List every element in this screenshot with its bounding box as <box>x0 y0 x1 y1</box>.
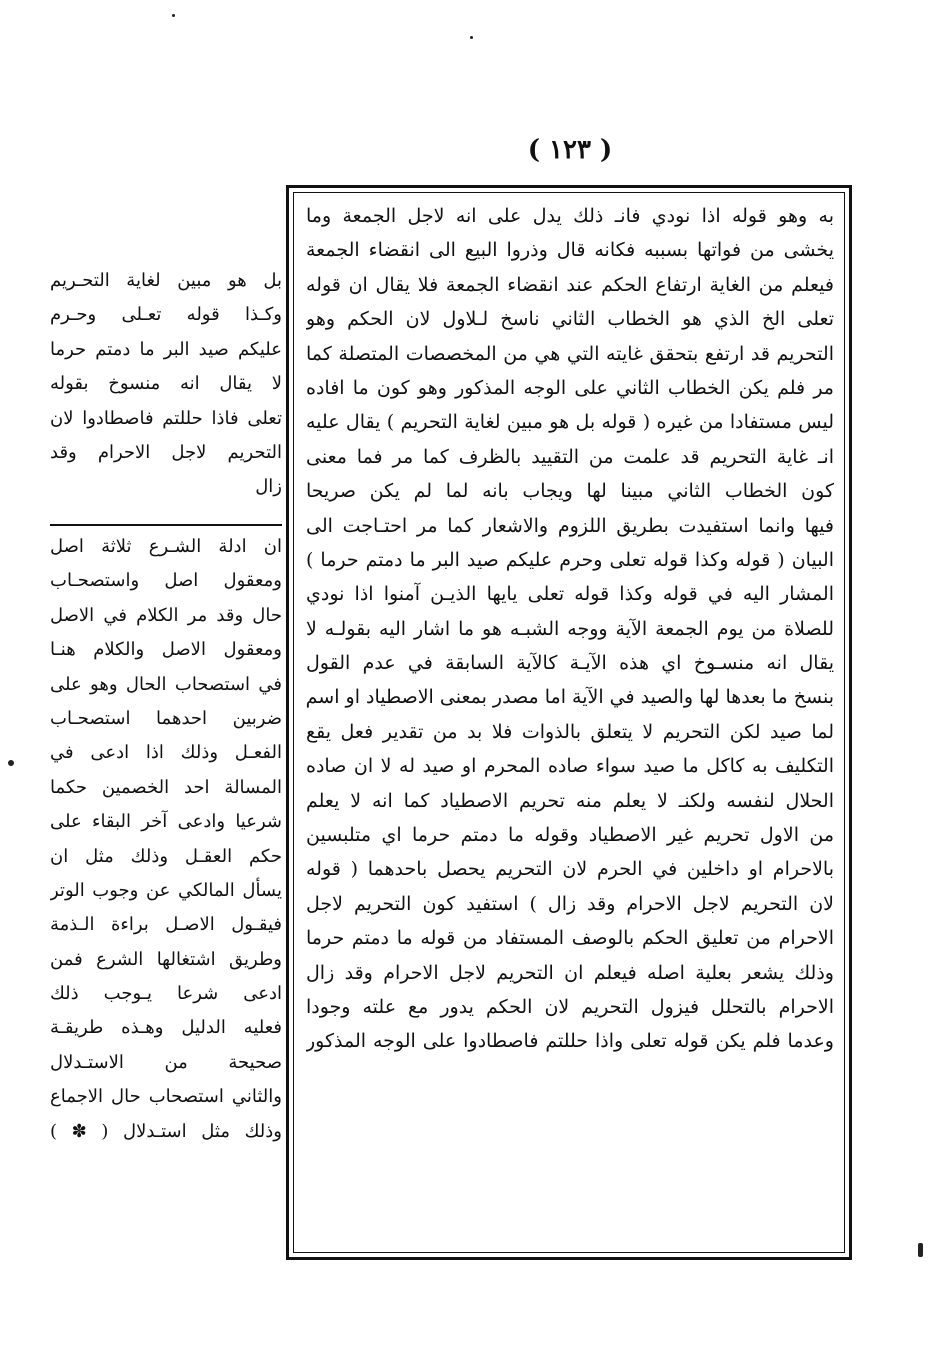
main-text-line: انـ غاية التحريم قد علمت من التقييد بالظرف كما مر فما معنى <box>306 445 834 468</box>
main-text-line: فيعلم من الغاية ارتفاع الحكم عند انقضاء الجمعة فلا يقال ان قوله <box>306 273 834 296</box>
main-text-line: التكليف به كاكل ما صيد سواء صاده المحرم او صيد له لا ان صاده <box>306 755 834 778</box>
side-text-line: وطريق اشتغالها الشرع فمن <box>50 948 282 970</box>
margin-ornament-icon <box>8 760 14 766</box>
side-text-line: ادعى شرعا يـوجب ذلك <box>50 983 282 1005</box>
margin-speck <box>172 14 175 17</box>
side-text-line: والثاني استصحاب حال الاجماع <box>50 1086 282 1108</box>
main-text-frame <box>286 185 852 1260</box>
main-text-line: لان التحريم لاجل الاحرام وقد زال ) استفيد كون التحريم لاجل <box>306 892 834 915</box>
side-text-line: وذلك مثل استـدلال ( ✽ ) <box>50 1120 282 1142</box>
side-text-line: ضربين احدهما استصحـاب <box>50 707 282 729</box>
side-text-line: زال <box>255 476 282 498</box>
side-text-lower <box>50 530 282 1149</box>
side-text-line: حكم العقـل وذلك مثل ان <box>50 845 282 867</box>
main-text-line: التحريم قد ارتفع بتحقق غايته التي هي من المخصصات المتصلة كما <box>306 342 834 365</box>
side-text-line: فيقـول الاصـل براءة الـذمة <box>50 914 282 936</box>
main-text-line: يخشى من فواتها بسببه فكانه قال وذروا البيع الى انقضاء الجمعة <box>306 239 834 262</box>
main-text-line: يقال انه منسـوخ اي هذه الآيـة كالآية السابقة في عدم القول <box>306 652 834 675</box>
side-text-line: شرعيا وادعى آخر البقاء على <box>50 811 282 833</box>
side-text-line: ان ادلة الشـرع ثلاثة اصل <box>50 536 282 557</box>
main-text-line: البيان ( قوله وكذا قوله تعلى وحرم عليكم صيد البر ما دمتم حرما ) <box>306 548 834 571</box>
side-text-line: وكـذا قوله تعـلى وحـرم <box>50 304 282 326</box>
main-text-line: ليس مستفادا من غيره ( قوله بل هو مبين لغاية التحريم ) يقال عليه <box>306 411 834 434</box>
main-text-line: المشار اليه في قوله وكذا قوله تعلى يايها الذيـن آمنوا اذا نودي <box>306 583 834 606</box>
main-text-line: فيها وانما استفيدت بطريق اللزوم والاشعار كما مر احتـاجت الى <box>306 514 834 537</box>
main-text-line: وذلك يشعر بعلية اصله فيعلم ان التحريم لاجل الاحرام وقد زال <box>306 961 834 984</box>
main-text-line: بالاحرام او داخلين في الحرم لان التحريم يحصل باحدهما ( قوله <box>306 858 834 881</box>
main-text-line: تعلى الخ الذي هو الخطاب الثاني ناسخ لـلاول لان الحكم وهو <box>306 308 834 331</box>
margin-speck <box>470 36 473 39</box>
side-text-line: حال وقد مر الكلام في الاصل <box>50 604 282 626</box>
side-text-line: ومعقول الاصل والكلام هنـا <box>50 639 282 661</box>
main-text-line: كون الخطاب الثاني مبينا لها ويجاب بانه لما لم يكن صريحا <box>306 480 834 503</box>
main-text-line: للصلاة من يوم الجمعة الآية ووجه الشبـه هو ما اشار اليه بقولـه لا <box>306 617 834 640</box>
main-text-body <box>293 192 845 1253</box>
main-text-line: من الاول تحريم غير الاصطياد وقوله ما دمتم حرما اي متلبسين <box>306 824 834 847</box>
margin-ornament-icon <box>918 1243 923 1257</box>
main-text-line: وعدما فلم يكن قوله تعلى واذا حللتم فاصطادوا على الوجه المذكور <box>306 1030 834 1053</box>
side-divider <box>50 524 282 526</box>
side-text-line: لا يقال انه منسوخ بقوله <box>50 373 282 395</box>
main-text-line: مر فلم يكن الخطاب الثاني على الوجه المذكور وهو كون ما افاده <box>306 376 834 399</box>
side-text-line: تعلى فاذا حللتم فاصطادوا لان <box>50 407 282 429</box>
side-text-line: يسأل المالكي عن وجوب الوتر <box>50 879 282 901</box>
side-text-line: فعليه الدليل وهـذه طريقـة <box>50 1017 282 1039</box>
main-text-line: الحلال لنفسه ولكنـ لا يعلم منه تحريم الاصطياد كما انه لا يعلم <box>306 789 834 812</box>
side-text-line: عليكم صيد البر ما دمتم حرما <box>50 338 282 360</box>
main-text-line: بنسخ ما بعدها لها والصيد في الآية اما مصدر بمعنى الاصطياد او اسم <box>306 686 834 709</box>
side-text-line: المسالة احد الخصمين حكما <box>50 776 282 798</box>
page-number: ( ١٢٣ ) <box>527 135 613 165</box>
side-text-line: ومعقول اصل واستصحـاب <box>50 570 282 592</box>
main-text-line: الاحرام من تعليق الحكم بالوصف المستفاد من قوله ما دمتم حرما <box>306 927 834 950</box>
side-text-line: بل هو مبين لغاية التحـريم <box>50 270 282 291</box>
main-text-line: لما صيد لكن التحريم لا يتعلق بالذوات فلا بد من تقدير فعل يقع <box>306 720 834 743</box>
side-text-line: التحريم لاجل الاحرام وقد <box>50 441 282 463</box>
main-text-line: به وهو قوله اذا نودي فانـ ذلك يدل على انه لاجل الجمعة وما <box>306 205 834 227</box>
side-text-upper <box>50 264 282 505</box>
main-text-line: الاحرام بالتحلل فيزول التحريم لان الحكم يدور مع علته وجودا <box>306 995 834 1018</box>
side-text-line: صحيحة من الاستـدلال <box>50 1051 282 1073</box>
side-text-line: في استصحاب الحال وهو على <box>50 673 282 695</box>
side-text-line: الفعـل وذلك اذا ادعى في <box>50 742 282 764</box>
